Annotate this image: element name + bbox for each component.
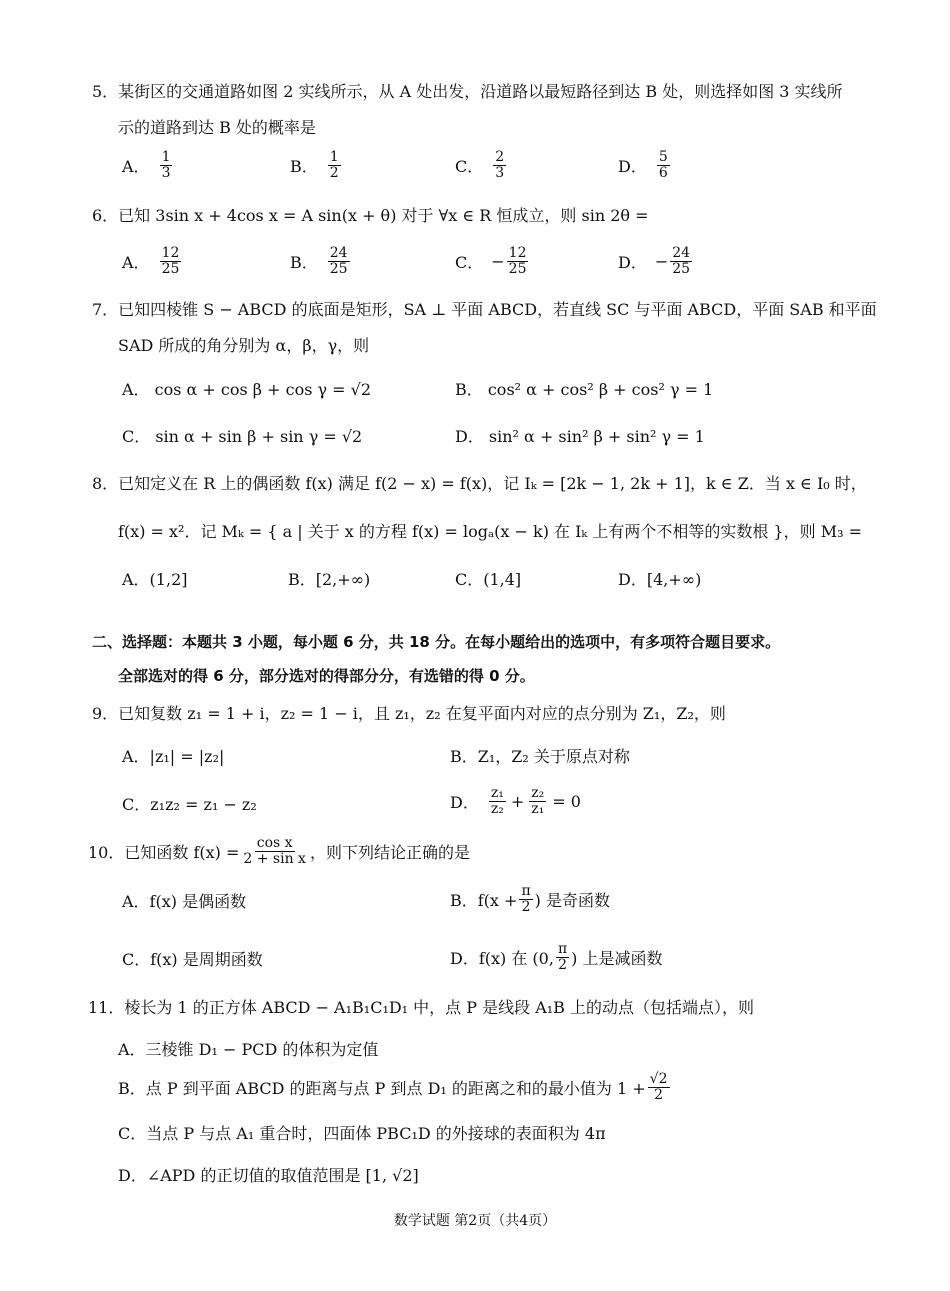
section2-heading-line2: 全部选对的得 6 分，部分选对的得部分分，有选错的得 0 分。 bbox=[118, 667, 535, 685]
q9-option-b: B．Z₁，Z₂ 关于原点对称 bbox=[450, 747, 630, 766]
q11-option-c: C．当点 P 与点 A₁ 重合时，四面体 PBC₁D 的外接球的表面积为 4π bbox=[118, 1124, 606, 1143]
q11-line1: 11．棱长为 1 的正方体 ABCD − A₁B₁C₁D₁ 中，点 P 是线段 A₁B 上的动点（包括端点），则 bbox=[88, 998, 755, 1017]
q8-option-b: B．[2,+∞) bbox=[288, 570, 371, 589]
q6-option-b: B． $\frac{24}{25}$ bbox=[290, 245, 348, 277]
q6-option-a: A． $\frac{12}{25}$ bbox=[122, 245, 180, 277]
q9-option-d: D． $\frac{\text{z₁}}{\text{z₂}}$ + $\frac{\text{z₂}}{\text{z₁}}$ = 0 bbox=[450, 785, 581, 817]
q5-option-a: A． $\frac{1}{3}$ bbox=[122, 149, 171, 181]
q9-option-a: A．|z₁| = |z₂| bbox=[122, 747, 225, 766]
q7-line2: SAD 所成的角分别为 α，β，γ，则 bbox=[118, 336, 370, 355]
q8-option-d: D．[4,+∞) bbox=[618, 570, 702, 589]
q6-option-d: D． − $\frac{24}{25}$ bbox=[618, 245, 691, 277]
q11-option-b: B．点 P 到平面 ABCD 的距离与点 P 到点 D₁ 的距离之和的最小值为 1 + $\frac{√2}{2}$ bbox=[118, 1071, 668, 1103]
q10-option-d: D．f(x) 在 (0, $\frac{\pi}{2}$ ) 上是减函数 bbox=[450, 941, 663, 973]
q7-line1: 7．已知四棱锥 S − ABCD 的底面是矩形，SA ⊥ 平面 ABCD，若直线 SC 与平面 ABCD，平面 SAB 和平面 bbox=[92, 300, 877, 319]
q5-line1: 5．某街区的交通道路如图 2 实线所示，从 A 处出发，沿道路以最短路径到达 B 处，则选择如图 3 实线所 bbox=[92, 82, 843, 101]
q8-line2: f(x) = x²．记 Mₖ = { a | 关于 x 的方程 f(x) = logₐ(x − k) 在 Iₖ 上有两个不相等的实数根 }，则 M₃ = bbox=[118, 522, 862, 541]
q7-option-a: A． cos α + cos β + cos γ = √2 bbox=[122, 380, 372, 399]
q5-option-b: B． $\frac{1}{2}$ bbox=[290, 149, 339, 181]
q11-option-a: A．三棱锥 D₁ − PCD 的体积为定值 bbox=[118, 1040, 379, 1059]
q8-line1: 8．已知定义在 R 上的偶函数 f(x) 满足 f(2 − x) = f(x)，记 Iₖ = [2k − 1, 2k + 1]，k ∈ Z．当 x ∈ I₀ 时， bbox=[92, 474, 867, 493]
q10-line1: 10．已知函数 f(x) = $\frac{\text{cos x}}{\text{2 + sin x}}$ ，则下列结论正确的是 bbox=[88, 835, 470, 867]
section2-heading-line1: 二、选择题：本题共 3 小题，每小题 6 分，共 18 分。在每小题给出的选项中，有多项符合题目要求。 bbox=[92, 633, 781, 651]
q9-option-c: C．z₁z₂ = z₁ − z₂ bbox=[122, 795, 257, 814]
q6-option-c: C． − $\frac{12}{25}$ bbox=[455, 245, 527, 277]
q5-option-d: D． $\frac{5}{6}$ bbox=[618, 149, 668, 181]
q5-line2: 示的道路到达 B 处的概率是 bbox=[118, 118, 316, 137]
q8-option-c: C．(1,4] bbox=[455, 570, 522, 589]
q10-option-c: C．f(x) 是周期函数 bbox=[122, 950, 263, 969]
q9-line1: 9．已知复数 z₁ = 1 + i，z₂ = 1 − i，且 z₁，z₂ 在复平面内对应的点分别为 Z₁，Z₂，则 bbox=[92, 704, 726, 723]
q6-line1: 6．已知 3sin x + 4cos x = A sin(x + θ) 对于 ∀x ∈ R 恒成立，则 sin 2θ = bbox=[92, 206, 649, 225]
q8-option-a: A．(1,2] bbox=[122, 570, 188, 589]
page-footer: 数学试题 第2页（共4页） bbox=[393, 1213, 557, 1229]
q7-option-b: B． cos² α + cos² β + cos² γ = 1 bbox=[455, 380, 714, 399]
q11-option-d: D．∠APD 的正切值的取值范围是 [1, √2] bbox=[118, 1166, 419, 1185]
q10-option-a: A．f(x) 是偶函数 bbox=[122, 892, 247, 911]
q10-option-b: B．f(x + $\frac{\pi}{2}$ ) 是奇函数 bbox=[450, 883, 610, 915]
q5-option-c: C． $\frac{2}{3}$ bbox=[455, 149, 505, 181]
q7-option-d: D． sin² α + sin² β + sin² γ = 1 bbox=[455, 427, 705, 446]
q7-option-c: C． sin α + sin β + sin γ = √2 bbox=[122, 427, 363, 446]
